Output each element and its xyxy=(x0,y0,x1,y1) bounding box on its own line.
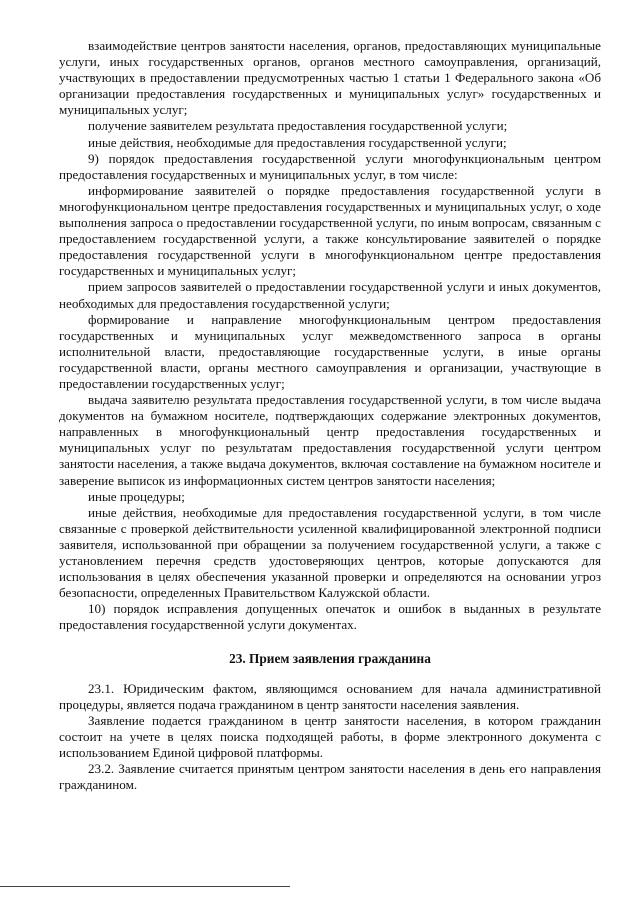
paragraph: формирование и направление многофункциональным центром предоставления государственных и муниципальных услуг межведомственного запроса в органы исполнительной власти, предоставляющие государственные услуги, в иные органы государственной власти, органы местного самоуправления и организации, участвующие в предоставлении государственных услуг; xyxy=(59,311,601,391)
document-page xyxy=(59,38,601,793)
section-heading: 23. Прием заявления гражданина xyxy=(229,651,431,667)
paragraph: 23.2. Заявление считается принятым центром занятости населения в день его направления гражданином. xyxy=(59,761,601,793)
paragraph: 23.1. Юридическим фактом, являющимся основанием для начала административной процедуры, является подача гражданином в центр занятости населения заявления. xyxy=(59,680,601,712)
paragraph: иные действия, необходимые для предоставления государственной услуги, в том числе связанные с проверкой действительности усиленной квалифицированной электронной подписи заявителя, использованной при обращении за получением государственной услуги, а также с установлением перечня средств удостоверяющих центров, которые допускаются для использования в целях обеспечения указанной проверки и определяются на основании угроз безопасности, определенных Правительством Калужской области. xyxy=(59,504,601,601)
paragraph: получение заявителем результата предоставления государственной услуги; xyxy=(88,118,508,134)
paragraph: 10) порядок исправления допущенных опечаток и ошибок в выданных в результате предоставления государственной услуги документах. xyxy=(59,601,601,633)
paragraph: информирование заявителей о порядке предоставления государственной услуги в многофункциональном центре предоставления государственных и муниципальных услуг, о ходе выполнения запроса о предоставлении государственной услуги, по иным вопросам, связанным с предоставлением государственной услуги, а также консультирование заявителей о порядке предоставления государственной услуги в многофункциональном центре предоставления государственных и муниципальных услуг; xyxy=(59,182,601,279)
paragraph: Заявление подается гражданином в центр занятости населения, в котором гражданин состоит на учете в целях поиска подходящей работы, в форме электронного документа с использованием Единой цифровой платформы. xyxy=(59,712,601,760)
paragraph: иные действия, необходимые для предоставления государственной услуги; xyxy=(88,134,507,150)
paragraph: прием запросов заявителей о предоставлении государственной услуги и иных документов, необходимых для предоставления государственной услуги; xyxy=(59,279,601,311)
paragraph: взаимодействие центров занятости населения, органов, предоставляющих муниципальные услуги, иных государственных органов, органов местного самоуправления, организаций, участвующих в предоставлении предусмотренных частью 1 статьи 1 Федерального закона «Об организации предоставления государственных и муниципальных услуг» государственных и муниципальных услуг; xyxy=(59,38,601,118)
paragraph: выдача заявителю результата предоставления государственной услуги, в том числе выдача документов на бумажном носителе, подтверждающих содержание электронных документов, направленных в многофункциональный центр предоставления государственных и муниципальных услуг по результатам предоставления государственной услуги центром занятости населения, а также выдача документов, включая составление на бумажном носителе и заверение выписок из информационных систем центров занятости населения; xyxy=(59,392,601,488)
footer-divider xyxy=(0,886,290,887)
paragraph: иные процедуры; xyxy=(88,488,185,504)
paragraph: 9) порядок предоставления государственной услуги многофункциональным центром предоставления государственных и муниципальных услуг, в том числе: xyxy=(59,150,601,182)
